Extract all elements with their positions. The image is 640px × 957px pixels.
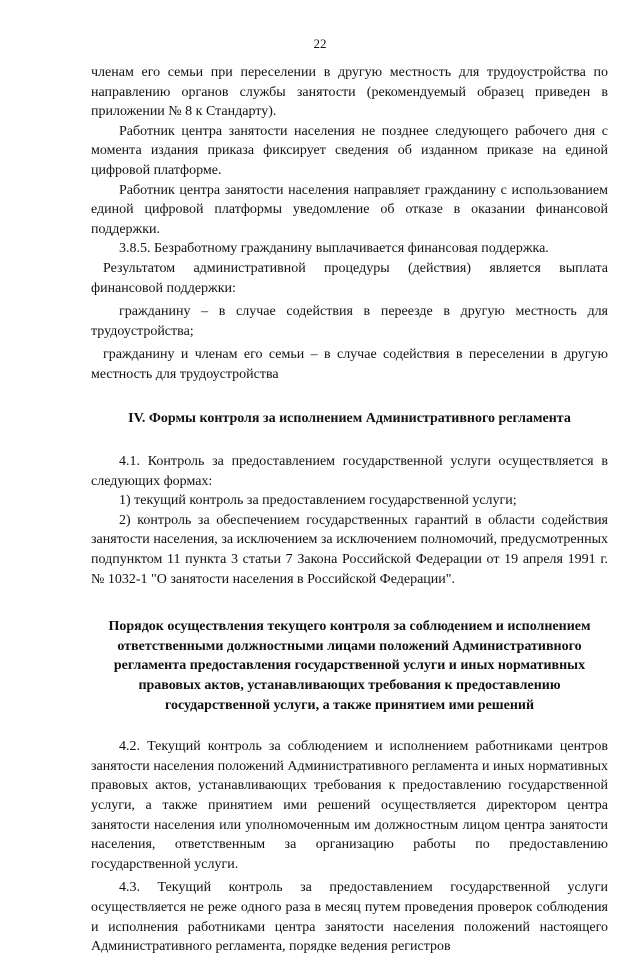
document-body <box>91 63 608 957</box>
paragraph: 2) контроль за обеспечением государственных гарантий в области содействия занятости населения, за исключением за исключением полномочий, предусмотренных подпунктом 11 пункта 3 статьи 7 Закона Российской Федерации от 19 апреля 1991 г. № 1032-1 "О занятости населения в Российской Федерации". <box>91 512 608 587</box>
paragraph: Работник центра занятости населения не позднее следующего рабочего дня с момента издания приказа фиксирует сведения об изданном приказе на единой цифровой платформе. <box>91 123 608 178</box>
paragraph: 1) текущий контроль за предоставлением государственной услуги; <box>119 493 517 509</box>
section-title: IV. Формы контроля за исполнением Административного регламента <box>128 410 571 426</box>
subsection-title: Порядок осуществления текущего контроля за соблюдением и исполнением ответственными должностными лицами положений Административного регламента предоставления государственной услуги и иных нормативных правовых актов, устанавливающих требования к предоставлению государственной услуги, а также принятием ими решений <box>108 619 591 713</box>
paragraph: гражданину – в случае содействия в переезде в другую местность для трудоустройства; <box>91 304 608 339</box>
paragraph: членам его семьи при переселении в другую местность для трудоустройства по направлению органов службы занятости (рекомендуемый образец приведен в приложении № 8 к Стандарту). <box>91 65 608 120</box>
paragraph: Работник центра занятости населения направляет гражданину с использованием единой цифровой платформы уведомление об отказе в оказании финансовой поддержки. <box>91 182 608 237</box>
paragraph: 4.1. Контроль за предоставлением государственной услуги осуществляется в следующих формах: <box>91 454 608 489</box>
paragraph: гражданину и членам его семьи – в случае содействия в переселении в другую местность для трудоустройства <box>91 347 608 382</box>
paragraph: 3.8.5. Безработному гражданину выплачивается финансовая поддержка. <box>119 241 549 257</box>
page-number: 22 <box>313 36 327 51</box>
paragraph: Результатом административной процедуры (действия) является выплата финансовой поддержки: <box>91 260 608 296</box>
paragraph: 4.2. Текущий контроль за соблюдением и исполнением работниками центров занятости населения положений Административного регламента и иных нормативных правовых актов, устанавливающих требования к предоставлению государственной услуги, а также принятием ими решений осуществляется директором центра занятости населения или уполномоченным им должностным лицом центра занятости населения, ответственным за организацию работы по предоставлению государственной услуги. <box>91 739 608 872</box>
paragraph: 4.3. Текущий контроль за предоставлением государственной услуги осуществляется не реже одного раза в месяц путем проведения проверок соблюдения и исполнения работниками центра занятости населения положений настоящего Административного регламента, порядке ведения регистров <box>91 880 608 955</box>
